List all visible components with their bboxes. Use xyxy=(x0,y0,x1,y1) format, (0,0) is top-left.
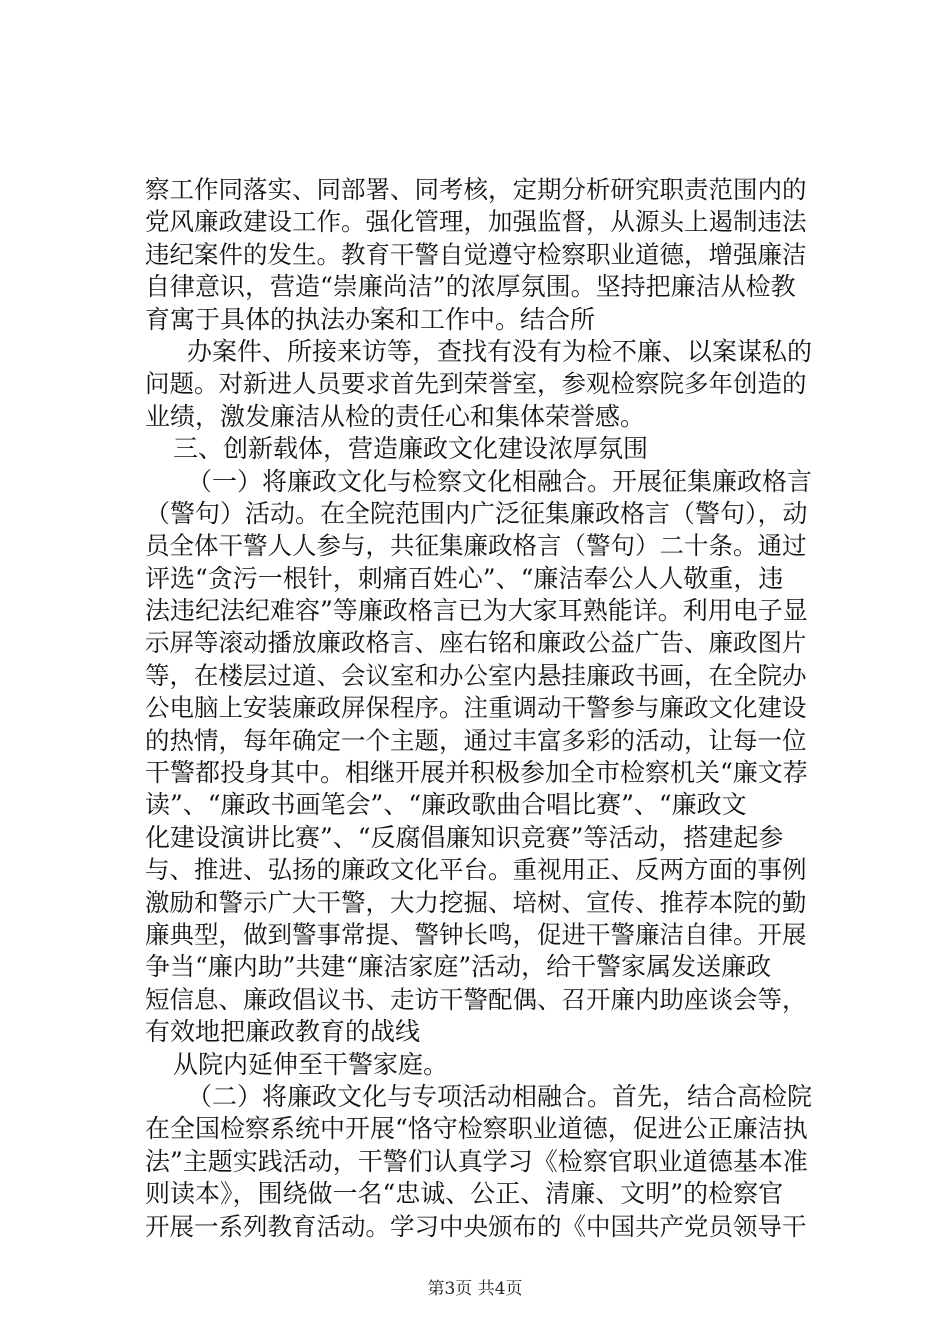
text-line: 员全体干警人人参与，共征集廉政格言（警句）二十条。通过 xyxy=(145,531,807,561)
text-line: 育寓于具体的执法办案和工作中。结合所 xyxy=(145,304,596,334)
text-line: 法”主题实践活动，干警们认真学习《检察官职业道德基本准 xyxy=(145,1146,808,1176)
text-line: 开展一系列教育活动。学习中央颁布的《中国共产党员领导干 xyxy=(145,1211,807,1241)
section-heading: 三、创新载体，营造廉政文化建设浓厚氛围 xyxy=(173,434,649,464)
text-line: 则读本》，围绕做一名“忠诚、公正、清廉、文明”的检察官 xyxy=(145,1179,784,1209)
text-line: 争当“廉内助”共建“廉洁家庭”活动，给干警家属发送廉政 xyxy=(145,952,772,982)
text-line: 激励和警示广大干警，大力挖掘、培树、宣传、推荐本院的勤 xyxy=(145,887,807,917)
text-line: 读”、“廉政书画笔会”、“廉政歌曲合唱比赛”、“廉政文 xyxy=(145,790,747,820)
text-line: 干警都投身其中。相继开展并积极参加全市检察机关“廉文荐 xyxy=(145,758,808,788)
text-line: 党风廉政建设工作。强化管理，加强监督，从源头上遏制违法 xyxy=(145,207,807,237)
text-line: 察工作同落实、同部署、同考核，定期分析研究职责范围内的 xyxy=(145,175,807,204)
text-line: 示屏等滚动播放廉政格言、座右铭和廉政公益广告、廉政图片 xyxy=(145,628,807,658)
text-line: 化建设演讲比赛”、“反腐倡廉知识竞赛”等活动，搭建起参 xyxy=(145,822,784,852)
text-line: 等，在楼层过道、会议室和办公室内悬挂廉政书画，在全院办 xyxy=(145,660,807,690)
text-line: （警句）活动。在全院范围内广泛征集廉政格言（警句），动 xyxy=(145,498,808,528)
text-line: 与、推进、弘扬的廉政文化平台。重视用正、反两方面的事例 xyxy=(145,855,807,885)
text-line: 公电脑上安装廉政屏保程序。注重调动干警参与廉政文化建设 xyxy=(145,693,807,723)
text-line: 评选“贪污一根针，刺痛百姓心”、“廉洁奉公人人敬重，违 xyxy=(145,563,784,593)
text-line: （二）将廉政文化与专项活动相融合。首先，结合高检院 xyxy=(187,1081,813,1111)
text-line: 在全国检察系统中开展“恪守检察职业道德，促进公正廉洁执 xyxy=(145,1114,808,1144)
page-number-footer: 第3页 共4页 xyxy=(427,1279,523,1299)
text-line: 违纪案件的发生。教育干警自觉遵守检察职业道德，增强廉洁 xyxy=(145,239,807,269)
text-line: 自律意识，营造“崇廉尚洁”的浓厚氛围。坚持把廉洁从检教 xyxy=(145,272,796,302)
text-line: 有效地把廉政教育的战线 xyxy=(145,1017,421,1047)
text-line: 的热情，每年确定一个主题，通过丰富多彩的活动，让每一位 xyxy=(145,725,807,755)
text-line: 问题。对新进人员要求首先到荣誉室，参观检察院多年创造的 xyxy=(145,369,807,399)
text-line: 廉典型，做到警事常提、警钟长鸣，促进干警廉洁自律。开展 xyxy=(145,919,807,949)
text-line: 法违纪法纪难容”等廉政格言已为大家耳熟能详。利用电子显 xyxy=(145,596,808,626)
text-line: 从院内延伸至干警家庭。 xyxy=(173,1049,449,1079)
document-body xyxy=(145,174,815,1243)
text-line: 短信息、廉政倡议书、走访干警配偶、召开廉内助座谈会等， xyxy=(145,984,807,1014)
text-line: 办案件、所接来访等，查找有没有为检不廉、以案谋私的 xyxy=(187,336,813,366)
text-line: （一）将廉政文化与检察文化相融合。开展征集廉政格言 xyxy=(187,466,813,496)
text-line: 业绩，激发廉洁从检的责任心和集体荣誉感。 xyxy=(145,401,646,431)
